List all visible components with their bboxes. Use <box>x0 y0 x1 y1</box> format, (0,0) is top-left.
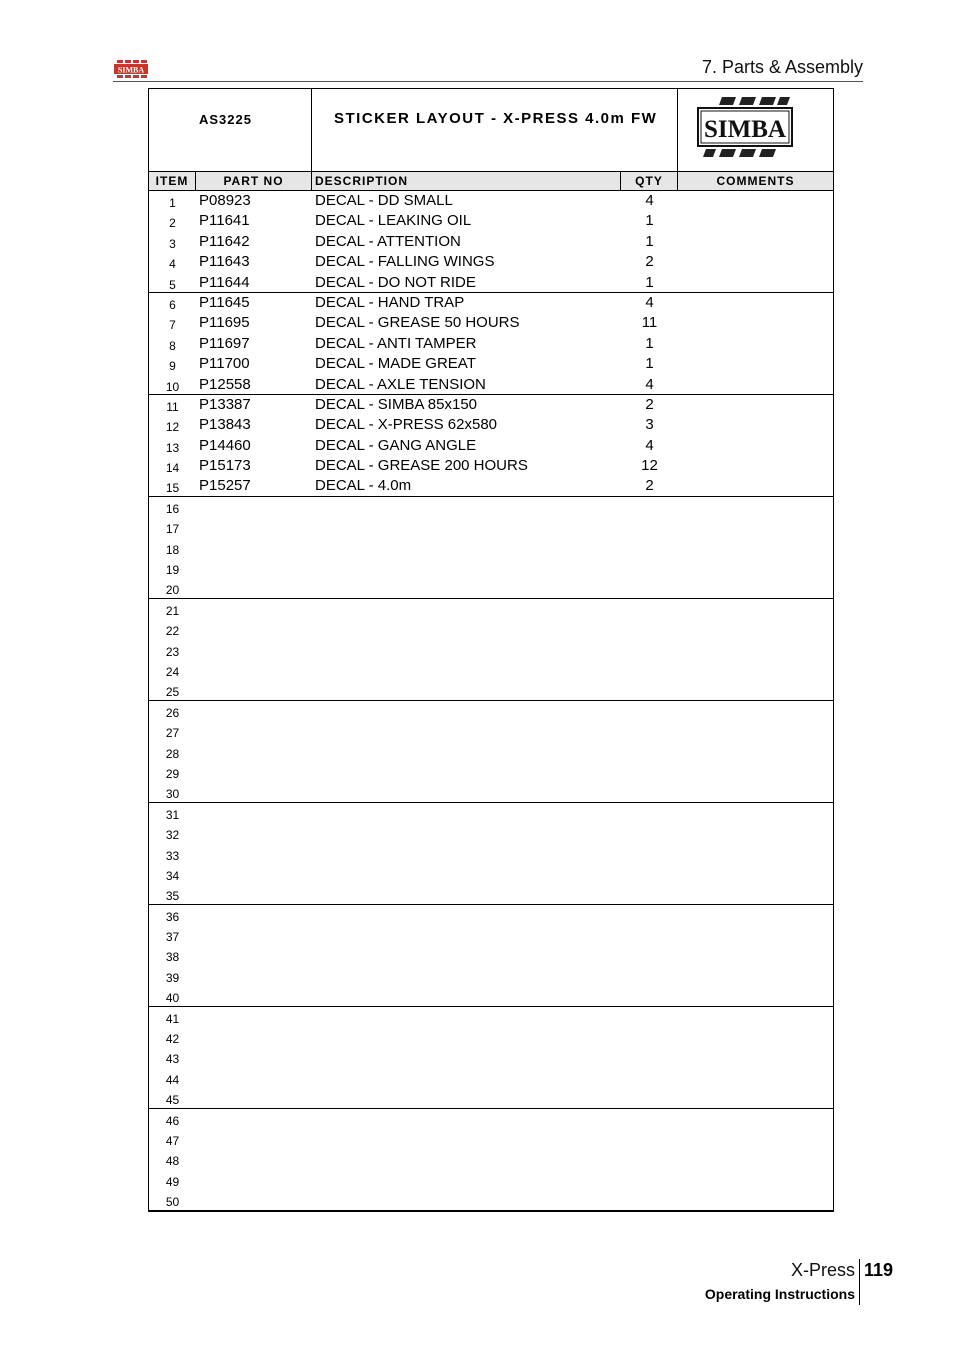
table-row <box>149 1149 833 1169</box>
part-number: P11642 <box>199 232 250 250</box>
part-quantity <box>621 803 678 823</box>
part-quantity <box>621 782 678 802</box>
item-number: 1 <box>169 196 176 210</box>
item-number: 38 <box>165 950 180 965</box>
item-number: 46 <box>165 1113 180 1128</box>
col-item: ITEM <box>149 172 196 190</box>
part-number: P11643 <box>199 253 250 271</box>
footer-divider <box>859 1259 860 1305</box>
part-description: DECAL - SIMBA 85x150 <box>315 395 478 413</box>
part-description: DECAL - LEAKING OIL <box>315 212 472 230</box>
table-row <box>149 966 833 986</box>
item-number: 9 <box>169 359 176 374</box>
item-number: 17 <box>165 522 180 537</box>
part-number: P12558 <box>199 375 251 393</box>
item-number: 19 <box>165 563 180 578</box>
part-quantity <box>621 1007 678 1027</box>
table-row <box>149 905 833 925</box>
part-quantity <box>621 1047 678 1067</box>
part-description: DECAL - HAND TRAP <box>315 293 465 311</box>
item-number: 24 <box>165 664 180 679</box>
part-description: DECAL - GREASE 50 HOURS <box>315 314 520 332</box>
part-description: DECAL - MADE GREAT <box>315 355 476 373</box>
footer-subtitle: Operating Instructions <box>704 1286 855 1302</box>
part-description: DECAL - AXLE TENSION <box>315 375 486 393</box>
item-number: 42 <box>165 1032 180 1047</box>
item-number: 31 <box>165 807 180 822</box>
item-number: 15 <box>165 481 180 496</box>
table-row <box>149 1088 833 1108</box>
part-quantity <box>621 905 678 925</box>
assembly-code-cell <box>149 89 312 171</box>
table-row <box>149 619 833 639</box>
table-row <box>149 354 833 374</box>
table-row <box>149 1170 833 1190</box>
part-description: DECAL - X-PRESS 62x580 <box>315 416 498 434</box>
table-row <box>149 415 833 435</box>
page-number: 119 <box>864 1260 894 1280</box>
part-quantity <box>621 823 678 843</box>
table-row <box>149 395 833 415</box>
part-quantity <box>621 619 678 639</box>
part-quantity <box>621 599 678 619</box>
table-row <box>149 864 833 884</box>
table-row <box>149 599 833 619</box>
table-row <box>149 721 833 741</box>
table-row <box>149 762 833 782</box>
item-number: 41 <box>165 1011 180 1026</box>
table-row <box>149 823 833 843</box>
part-number: P11645 <box>199 293 250 311</box>
part-quantity <box>621 1027 678 1047</box>
sheet-title-row <box>149 89 833 172</box>
item-number: 18 <box>165 542 180 557</box>
item-number: 37 <box>165 930 180 945</box>
item-number: 23 <box>165 644 180 659</box>
table-row <box>149 436 833 456</box>
table-row <box>149 497 833 517</box>
part-quantity <box>621 578 678 598</box>
item-number: 30 <box>165 787 180 802</box>
item-number: 48 <box>165 1154 180 1169</box>
part-number: P13387 <box>199 395 251 413</box>
part-quantity <box>621 538 678 558</box>
table-row <box>149 925 833 945</box>
item-number: 33 <box>165 848 180 863</box>
part-number: P11695 <box>199 314 250 332</box>
table-row <box>149 273 833 293</box>
part-quantity: 1 <box>645 355 654 373</box>
table-row <box>149 1047 833 1067</box>
item-number: 45 <box>165 1093 180 1108</box>
item-number: 14 <box>165 461 180 476</box>
item-number: 6 <box>169 297 176 312</box>
table-row <box>149 1007 833 1027</box>
part-quantity <box>621 558 678 578</box>
item-number: 20 <box>165 583 180 598</box>
part-description: DECAL - 4.0m <box>315 477 412 495</box>
item-number: 49 <box>165 1174 180 1189</box>
item-number: 40 <box>165 991 180 1006</box>
item-number: 7 <box>169 318 176 333</box>
assembly-title: STICKER LAYOUT - X-PRESS 4.0m FW <box>334 110 658 127</box>
part-number: P11644 <box>199 273 250 291</box>
item-number: 29 <box>165 766 180 781</box>
item-number: 26 <box>165 705 180 720</box>
part-quantity <box>621 864 678 884</box>
item-number: 27 <box>165 726 180 741</box>
part-quantity <box>621 762 678 782</box>
table-row <box>149 701 833 721</box>
item-number: 12 <box>165 420 180 435</box>
part-description: DECAL - GANG ANGLE <box>315 436 477 454</box>
table-row <box>149 782 833 802</box>
part-quantity: 4 <box>645 375 654 393</box>
part-number: P14460 <box>199 436 251 454</box>
table-row <box>149 1109 833 1129</box>
part-quantity <box>621 1190 678 1210</box>
table-row <box>149 742 833 762</box>
part-quantity <box>621 1149 678 1169</box>
section-title: 7. Parts & Assembly <box>701 57 863 77</box>
parts-list <box>149 191 833 1211</box>
part-quantity <box>621 945 678 965</box>
col-qty: QTY <box>621 172 678 190</box>
part-number: P11700 <box>199 355 250 373</box>
part-description: DECAL - DD SMALL <box>315 192 453 209</box>
item-number: 22 <box>165 624 180 639</box>
table-row <box>149 578 833 598</box>
table-row <box>149 293 833 313</box>
part-quantity: 2 <box>645 253 654 271</box>
item-number: 28 <box>165 746 180 761</box>
item-number: 43 <box>165 1052 180 1067</box>
part-number: P11641 <box>199 212 250 230</box>
table-row <box>149 1129 833 1149</box>
table-row <box>149 660 833 680</box>
item-number: 25 <box>165 685 180 700</box>
table-row <box>149 456 833 476</box>
part-quantity: 3 <box>645 416 654 434</box>
part-number: P11697 <box>199 334 250 352</box>
part-quantity <box>621 1170 678 1190</box>
logo-cell <box>678 89 833 171</box>
item-number: 34 <box>165 868 180 883</box>
table-row <box>149 538 833 558</box>
part-number: P08923 <box>199 192 251 209</box>
table-row <box>149 986 833 1006</box>
part-number: P15173 <box>199 457 251 475</box>
part-quantity: 4 <box>645 436 654 454</box>
part-quantity <box>621 1129 678 1149</box>
part-quantity <box>621 986 678 1006</box>
part-quantity: 2 <box>645 395 654 413</box>
part-quantity: 1 <box>645 232 654 250</box>
table-row <box>149 476 833 496</box>
table-row <box>149 884 833 904</box>
parts-sheet <box>148 88 834 1212</box>
table-row <box>149 803 833 823</box>
table-row <box>149 313 833 333</box>
col-part-no: PART NO <box>196 172 312 190</box>
simba-logo <box>696 95 796 159</box>
item-number: 16 <box>165 501 180 516</box>
column-header-row <box>149 172 833 191</box>
part-quantity: 4 <box>645 293 654 311</box>
table-row <box>149 517 833 537</box>
part-quantity <box>621 660 678 680</box>
part-quantity: 1 <box>645 212 654 230</box>
part-quantity <box>621 721 678 741</box>
table-row <box>149 375 833 395</box>
part-quantity: 1 <box>645 334 654 352</box>
col-comments: COMMENTS <box>716 174 795 188</box>
part-quantity: 2 <box>645 477 654 495</box>
item-number: 3 <box>169 236 176 251</box>
part-quantity: 4 <box>645 192 654 209</box>
item-number: 8 <box>169 338 176 353</box>
part-quantity <box>621 1068 678 1088</box>
part-description: DECAL - FALLING WINGS <box>315 253 495 271</box>
col-description: DESCRIPTION <box>312 172 621 190</box>
part-quantity: 11 <box>641 314 658 332</box>
table-row <box>149 640 833 660</box>
part-quantity: 1 <box>645 273 654 291</box>
part-quantity <box>621 1109 678 1129</box>
table-row <box>149 945 833 965</box>
part-description: DECAL - ANTI TAMPER <box>315 334 477 352</box>
footer-brand: X-Press <box>790 1260 855 1280</box>
part-quantity <box>621 966 678 986</box>
part-quantity <box>621 701 678 721</box>
item-number: 2 <box>169 216 176 231</box>
item-number: 10 <box>165 379 180 394</box>
part-quantity <box>621 925 678 945</box>
table-row <box>149 191 833 211</box>
table-row <box>149 252 833 272</box>
assembly-code: AS3225 <box>199 112 252 127</box>
item-number: 50 <box>165 1195 180 1210</box>
item-number: 47 <box>165 1133 180 1148</box>
item-number: 21 <box>165 603 180 618</box>
simba-header-logo <box>113 59 149 79</box>
part-quantity: 12 <box>641 457 658 475</box>
part-quantity <box>621 680 678 700</box>
table-row <box>149 211 833 231</box>
table-row <box>149 1027 833 1047</box>
table-row <box>149 1068 833 1088</box>
item-number: 11 <box>166 399 179 414</box>
table-row <box>149 334 833 354</box>
part-description: DECAL - GREASE 200 HOURS <box>315 457 528 475</box>
part-quantity <box>621 517 678 537</box>
table-row <box>149 680 833 700</box>
table-row <box>149 844 833 864</box>
table-row <box>149 232 833 252</box>
part-quantity <box>621 884 678 904</box>
part-number: P15257 <box>199 477 251 495</box>
item-number: 36 <box>165 909 180 924</box>
header-divider <box>113 81 863 82</box>
part-description: DECAL - ATTENTION <box>315 232 461 250</box>
header-logo-text: SIMBA <box>117 65 145 75</box>
table-row <box>149 558 833 578</box>
part-quantity <box>621 497 678 517</box>
item-number: 4 <box>169 257 176 272</box>
part-quantity <box>621 640 678 660</box>
item-number: 32 <box>165 828 180 843</box>
table-row <box>149 1190 833 1210</box>
item-number: 13 <box>165 440 180 455</box>
item-number: 44 <box>165 1072 180 1087</box>
item-number: 39 <box>165 970 180 985</box>
assembly-title-cell <box>312 89 678 171</box>
item-number: 5 <box>169 277 176 292</box>
sheet-logo-text: SIMBA <box>704 116 786 143</box>
part-quantity <box>621 742 678 762</box>
part-quantity <box>621 1088 678 1108</box>
part-description: DECAL - DO NOT RIDE <box>315 273 476 291</box>
part-quantity <box>621 844 678 864</box>
item-number: 35 <box>165 889 180 904</box>
part-number: P13843 <box>199 416 251 434</box>
